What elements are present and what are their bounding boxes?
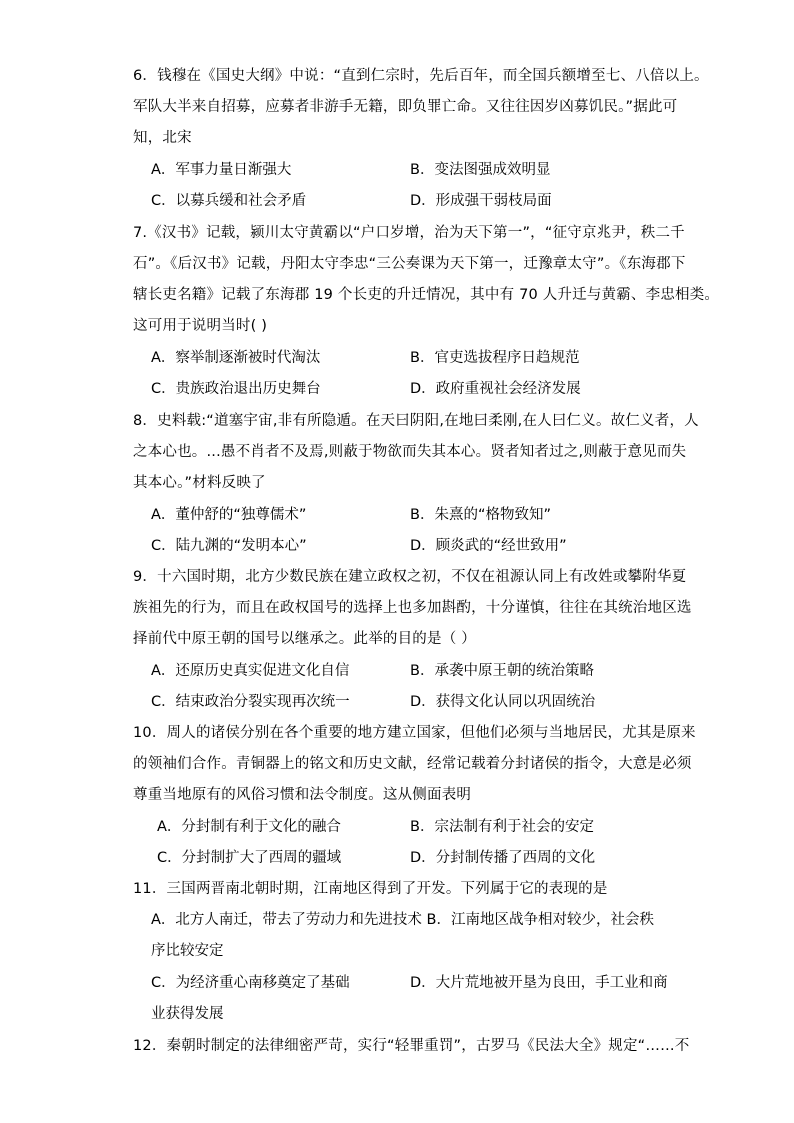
q6-option-b[interactable]: B．变法图强成效明显: [410, 162, 551, 178]
q11-option-d[interactable]: D．大片荒地被开垦为良田，手工业和商: [410, 975, 668, 991]
q11-option-c[interactable]: C．为经济重心南移奠定了基础: [151, 975, 350, 991]
q7-line-1: 7.《汉书》记载，颍川太守黄霸以“户口岁增，治为天下第一”，“征守京兆尹，秩二千: [133, 225, 685, 241]
q7-option-a[interactable]: A．察举制逐渐被时代淘汰: [151, 350, 321, 366]
q7-line-4: 这可用于说明当时( ): [133, 318, 268, 334]
q8-option-b[interactable]: B．朱熹的“格物致知”: [410, 507, 551, 523]
q10-option-c[interactable]: C．分封制扩大了西周的疆域: [157, 850, 342, 866]
q11-line-1: 11．三国两晋南北朝时期，江南地区得到了开发。下列属于它的表现的是: [133, 881, 608, 897]
q8-line-3: 其本心。”材料反映了: [133, 475, 266, 491]
q7-option-d[interactable]: D．政府重视社会经济发展: [410, 381, 581, 397]
q7-line-3: 辖长吏名籍》记载了东海郡 19 个长吏的升迁情况，其中有 70 人升迁与黄霸、李忠相类。: [133, 287, 720, 303]
q8-line-1: 8．史料载:“道塞宇宙,非有所隐遁。在天曰阴阳,在地曰柔刚,在人曰仁义。故仁义者，人: [133, 413, 699, 429]
q11-option-b-cont[interactable]: 序比较安定: [151, 943, 224, 959]
q10-line-1: 10．周人的诸侯分别在各个重要的地方建立国家，但他们必须与当地居民，尤其是原来: [133, 725, 696, 741]
q9-option-a[interactable]: A．还原历史真实促进文化自信: [151, 663, 350, 679]
q7-option-b[interactable]: B．官吏选拔程序日趋规范: [410, 350, 580, 366]
q9-line-2: 族祖先的行为，而且在政权国号的选择上也多加斟酌，十分谨慎，往往在其统治地区选: [133, 600, 692, 616]
q10-line-3: 尊重当地原有的风俗习惯和法令制度。这从侧面表明: [133, 787, 472, 803]
q6-line-1: 6．钱穆在《国史大纲》中说：“直到仁宗时，先后百年，而全国兵额增至七、八倍以上。: [133, 68, 709, 84]
q9-line-1: 9．十六国时期，北方少数民族在建立政权之初，不仅在祖源认同上有改姓或攀附华夏: [133, 569, 687, 585]
q7-line-2: 石”。《后汉书》记载，丹阳太守李忠“三公奏课为天下第一，迁豫章太守”。《东海郡下: [133, 256, 686, 272]
q10-option-b[interactable]: B．宗法制有利于社会的安定: [410, 819, 594, 835]
q6-line-2: 军队大半来自招募，应募者非游手无籍，即负罪亡命。又往往因岁凶募饥民。”据此可: [133, 99, 678, 115]
q11-option-a-b[interactable]: A．北方人南迁，带去了劳动力和先进技术 B．江南地区战争相对较少，社会秩: [151, 912, 654, 928]
q11-option-d-cont[interactable]: 业获得发展: [151, 1006, 224, 1022]
q8-option-a[interactable]: A．董仲舒的“独尊儒术”: [151, 507, 307, 523]
q6-option-d[interactable]: D．形成强干弱枝局面: [410, 193, 552, 209]
q7-option-c[interactable]: C．贵族政治退出历史舞台: [151, 381, 321, 397]
q9-line-3: 择前代中原王朝的国号以继承之。此举的目的是（ ）: [133, 631, 476, 647]
q9-option-c[interactable]: C．结束政治分裂实现再次统一: [151, 694, 350, 710]
q10-line-2: 的领袖们合作。青铜器上的铭文和历史文献，经常记载着分封诸侯的指令，大意是必须: [133, 756, 692, 772]
q8-option-d[interactable]: D．顾炎武的“经世致用”: [410, 538, 567, 554]
q6-line-3: 知，北宋: [133, 130, 192, 146]
q10-option-d[interactable]: D．分封制传播了西周的文化: [410, 850, 596, 866]
q12-line-1: 12．秦朝时制定的法律细密严苛，实行“轻罪重罚”，古罗马《民法大全》规定“……不: [133, 1038, 690, 1054]
q6-option-a[interactable]: A．军事力量日渐强大: [151, 162, 292, 178]
q10-option-a[interactable]: A．分封制有利于文化的融合: [157, 819, 341, 835]
q9-option-d[interactable]: D．获得文化认同以巩固统治: [410, 694, 596, 710]
q6-option-c[interactable]: C．以募兵缓和社会矛盾: [151, 193, 307, 209]
q8-line-2: 之本心也。...愚不肖者不及焉,则蔽于物欲而失其本心。贤者知者过之,则蔽于意见而失: [133, 444, 687, 460]
q9-option-b[interactable]: B．承袭中原王朝的统治策略: [410, 663, 594, 679]
q8-option-c[interactable]: C．陆九渊的“发明本心”: [151, 538, 307, 554]
